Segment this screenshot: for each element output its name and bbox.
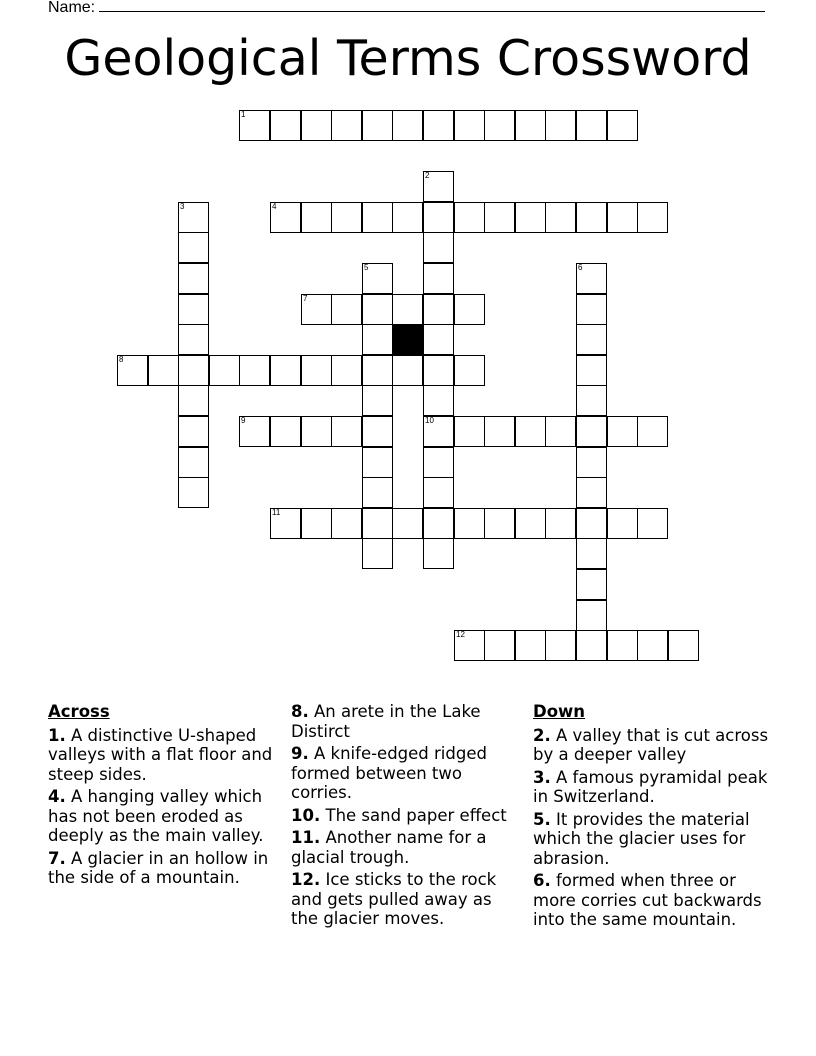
grid-cell[interactable]	[362, 477, 393, 508]
grid-cell[interactable]	[331, 508, 362, 539]
grid-cell[interactable]	[576, 600, 607, 631]
grid-cell[interactable]	[423, 477, 454, 508]
grid-cell[interactable]	[362, 447, 393, 478]
grid-cell[interactable]	[178, 385, 209, 416]
grid-cell[interactable]	[423, 385, 454, 416]
clue-down-3: 3. A famous pyramidal peak in Switzerland.	[533, 767, 768, 806]
grid-cell[interactable]	[607, 202, 638, 233]
grid-cell[interactable]	[362, 538, 393, 569]
grid-cell[interactable]	[362, 324, 393, 355]
grid-cell[interactable]	[423, 171, 454, 202]
grid-cell[interactable]	[423, 416, 454, 447]
grid-cell[interactable]	[545, 416, 576, 447]
grid-cell[interactable]	[331, 416, 362, 447]
grid-cell[interactable]	[392, 110, 423, 141]
clue-across-7: 7. A glacier in an hollow in the side of a mountain.	[48, 848, 269, 887]
grid-cell[interactable]	[607, 508, 638, 539]
grid-cell[interactable]	[117, 355, 148, 386]
grid-cell[interactable]	[392, 294, 423, 325]
grid-cell[interactable]	[178, 416, 209, 447]
grid-cell[interactable]	[362, 385, 393, 416]
grid-cell[interactable]	[362, 263, 393, 294]
grid-cell[interactable]	[454, 294, 485, 325]
grid-cell[interactable]	[668, 630, 699, 661]
grid-cell[interactable]	[148, 355, 179, 386]
grid-cell[interactable]	[423, 508, 454, 539]
grid-cell[interactable]	[576, 263, 607, 294]
grid-cell[interactable]	[576, 447, 607, 478]
grid-cell[interactable]	[576, 538, 607, 569]
grid-cell[interactable]	[545, 630, 576, 661]
grid-cell[interactable]	[576, 416, 607, 447]
grid-cell[interactable]	[392, 508, 423, 539]
grid-cell[interactable]	[301, 294, 332, 325]
clue-across-8: 8. An arete in the Lake Distirct	[291, 702, 481, 741]
grid-cell[interactable]	[362, 508, 393, 539]
grid-cell[interactable]	[454, 416, 485, 447]
clue-number-label: 5	[364, 263, 369, 272]
down-heading: Down	[533, 702, 586, 721]
grid-cell[interactable]	[301, 110, 332, 141]
grid-cell[interactable]	[423, 202, 454, 233]
grid-cell[interactable]	[576, 110, 607, 141]
grid-cell[interactable]	[301, 508, 332, 539]
grid-cell[interactable]	[484, 416, 515, 447]
grid-cell[interactable]	[178, 294, 209, 325]
grid-cell[interactable]	[178, 447, 209, 478]
grid-cell[interactable]	[239, 416, 270, 447]
grid-cell[interactable]	[515, 630, 546, 661]
grid-cell[interactable]	[301, 202, 332, 233]
grid-cell[interactable]	[545, 202, 576, 233]
grid-cell[interactable]	[484, 630, 515, 661]
clue-across-11: 11. Another name for a glacial trough.	[291, 828, 487, 867]
clue-number-label: 1	[241, 110, 246, 119]
grid-cell[interactable]	[484, 508, 515, 539]
clue-number-label: 4	[272, 202, 277, 211]
clue-number-label: 11	[272, 508, 281, 517]
clue-across-12: 12. Ice sticks to the rock and gets pulled away as the glacier moves.	[291, 870, 497, 928]
grid-cell[interactable]	[515, 416, 546, 447]
grid-cell[interactable]	[331, 355, 362, 386]
clue-down-6: 6. formed when three or more corries cut backwards into the same mountain.	[533, 871, 762, 929]
grid-cell[interactable]	[178, 324, 209, 355]
grid-cell[interactable]	[178, 232, 209, 263]
grid-cell[interactable]	[515, 110, 546, 141]
across-column-1	[48, 702, 284, 891]
clue-number-label: 9	[241, 416, 246, 425]
grid-cell[interactable]	[515, 508, 546, 539]
clue-across-9: 9. A knife-edged ridged formed between two corries.	[291, 744, 487, 802]
grid-cell[interactable]	[301, 416, 332, 447]
grid-cell[interactable]	[576, 324, 607, 355]
grid-cell[interactable]	[454, 355, 485, 386]
grid-cell[interactable]	[178, 477, 209, 508]
grid-cell[interactable]	[178, 263, 209, 294]
grid-cell[interactable]	[270, 416, 301, 447]
clue-down-5: 5. It provides the material which the glacier uses for abrasion.	[533, 809, 750, 868]
grid-cell[interactable]	[576, 508, 607, 539]
grid-cell[interactable]	[331, 110, 362, 141]
grid-cell[interactable]	[545, 508, 576, 539]
grid-cell[interactable]	[637, 416, 668, 447]
grid-cell[interactable]	[576, 630, 607, 661]
grid-cell[interactable]	[576, 477, 607, 508]
name-label: Name:	[48, 0, 96, 16]
grid-cell[interactable]	[392, 202, 423, 233]
grid-cell[interactable]	[239, 110, 270, 141]
grid-cell[interactable]	[515, 202, 546, 233]
puzzle-title: Geological Terms Crossword	[64, 30, 752, 87]
grid-cell[interactable]	[454, 110, 485, 141]
grid-cell[interactable]	[423, 447, 454, 478]
grid-cell[interactable]	[637, 202, 668, 233]
grid-cell[interactable]	[454, 508, 485, 539]
grid-cell[interactable]	[607, 110, 638, 141]
grid-cell[interactable]	[576, 569, 607, 600]
grid-cell[interactable]	[454, 630, 485, 661]
grid-cell[interactable]	[423, 355, 454, 386]
grid-cell[interactable]	[270, 355, 301, 386]
grid-cell[interactable]	[484, 202, 515, 233]
grid-cell[interactable]	[607, 630, 638, 661]
clue-number-label: 2	[425, 171, 430, 180]
grid-cell[interactable]	[209, 355, 240, 386]
grid-cell[interactable]	[423, 263, 454, 294]
grid-cell[interactable]	[576, 294, 607, 325]
clue-number-label: 3	[180, 202, 185, 211]
clue-number-label: 7	[303, 294, 308, 303]
clue-number-label: 6	[578, 263, 583, 272]
grid-cell[interactable]	[270, 202, 301, 233]
grid-cell[interactable]	[178, 355, 209, 386]
grid-cell[interactable]	[576, 355, 607, 386]
grid-cell[interactable]	[392, 355, 423, 386]
grid-cell[interactable]	[331, 202, 362, 233]
grid-cell[interactable]	[270, 508, 301, 539]
clue-across-1: 1. A distinctive U-shaped valleys with a flat floor and steep sides.	[48, 725, 273, 784]
grid-cell[interactable]	[301, 355, 332, 386]
grid-cell[interactable]	[362, 294, 393, 325]
clue-across-4: 4. A hanging valley which has not been eroded as deeply as the main valley.	[48, 787, 264, 845]
grid-cell[interactable]	[637, 630, 668, 661]
grid-cell[interactable]	[331, 294, 362, 325]
clue-number-label: 8	[119, 355, 124, 364]
grid-cell[interactable]	[423, 294, 454, 325]
grid-cell[interactable]	[239, 355, 270, 386]
clue-across-10: 10. The sand paper effect	[291, 805, 507, 825]
grid-cell[interactable]	[362, 110, 393, 141]
grid-cell[interactable]	[423, 110, 454, 141]
clue-number-label: 10	[425, 416, 434, 425]
grid-cell[interactable]	[423, 232, 454, 263]
grid-cell[interactable]	[576, 385, 607, 416]
grid-cell[interactable]	[270, 110, 301, 141]
grid-cell[interactable]	[423, 538, 454, 569]
grid-cell[interactable]	[607, 416, 638, 447]
grid-cell-black	[392, 324, 423, 355]
down-column	[533, 702, 769, 933]
grid-cell[interactable]	[454, 202, 485, 233]
across-heading: Across	[48, 702, 110, 721]
grid-cell[interactable]	[484, 110, 515, 141]
grid-cell[interactable]	[637, 508, 668, 539]
clue-number-label: 12	[456, 630, 465, 639]
grid-cell[interactable]	[545, 110, 576, 141]
grid-cell[interactable]	[423, 324, 454, 355]
grid-cell[interactable]	[576, 202, 607, 233]
grid-cell[interactable]	[362, 355, 393, 386]
clue-down-2: 2. A valley that is cut across by a deeper valley	[533, 725, 769, 764]
grid-cell[interactable]	[362, 202, 393, 233]
grid-cell[interactable]	[362, 416, 393, 447]
grid-cell[interactable]	[178, 202, 209, 233]
across-column-2	[291, 702, 523, 932]
